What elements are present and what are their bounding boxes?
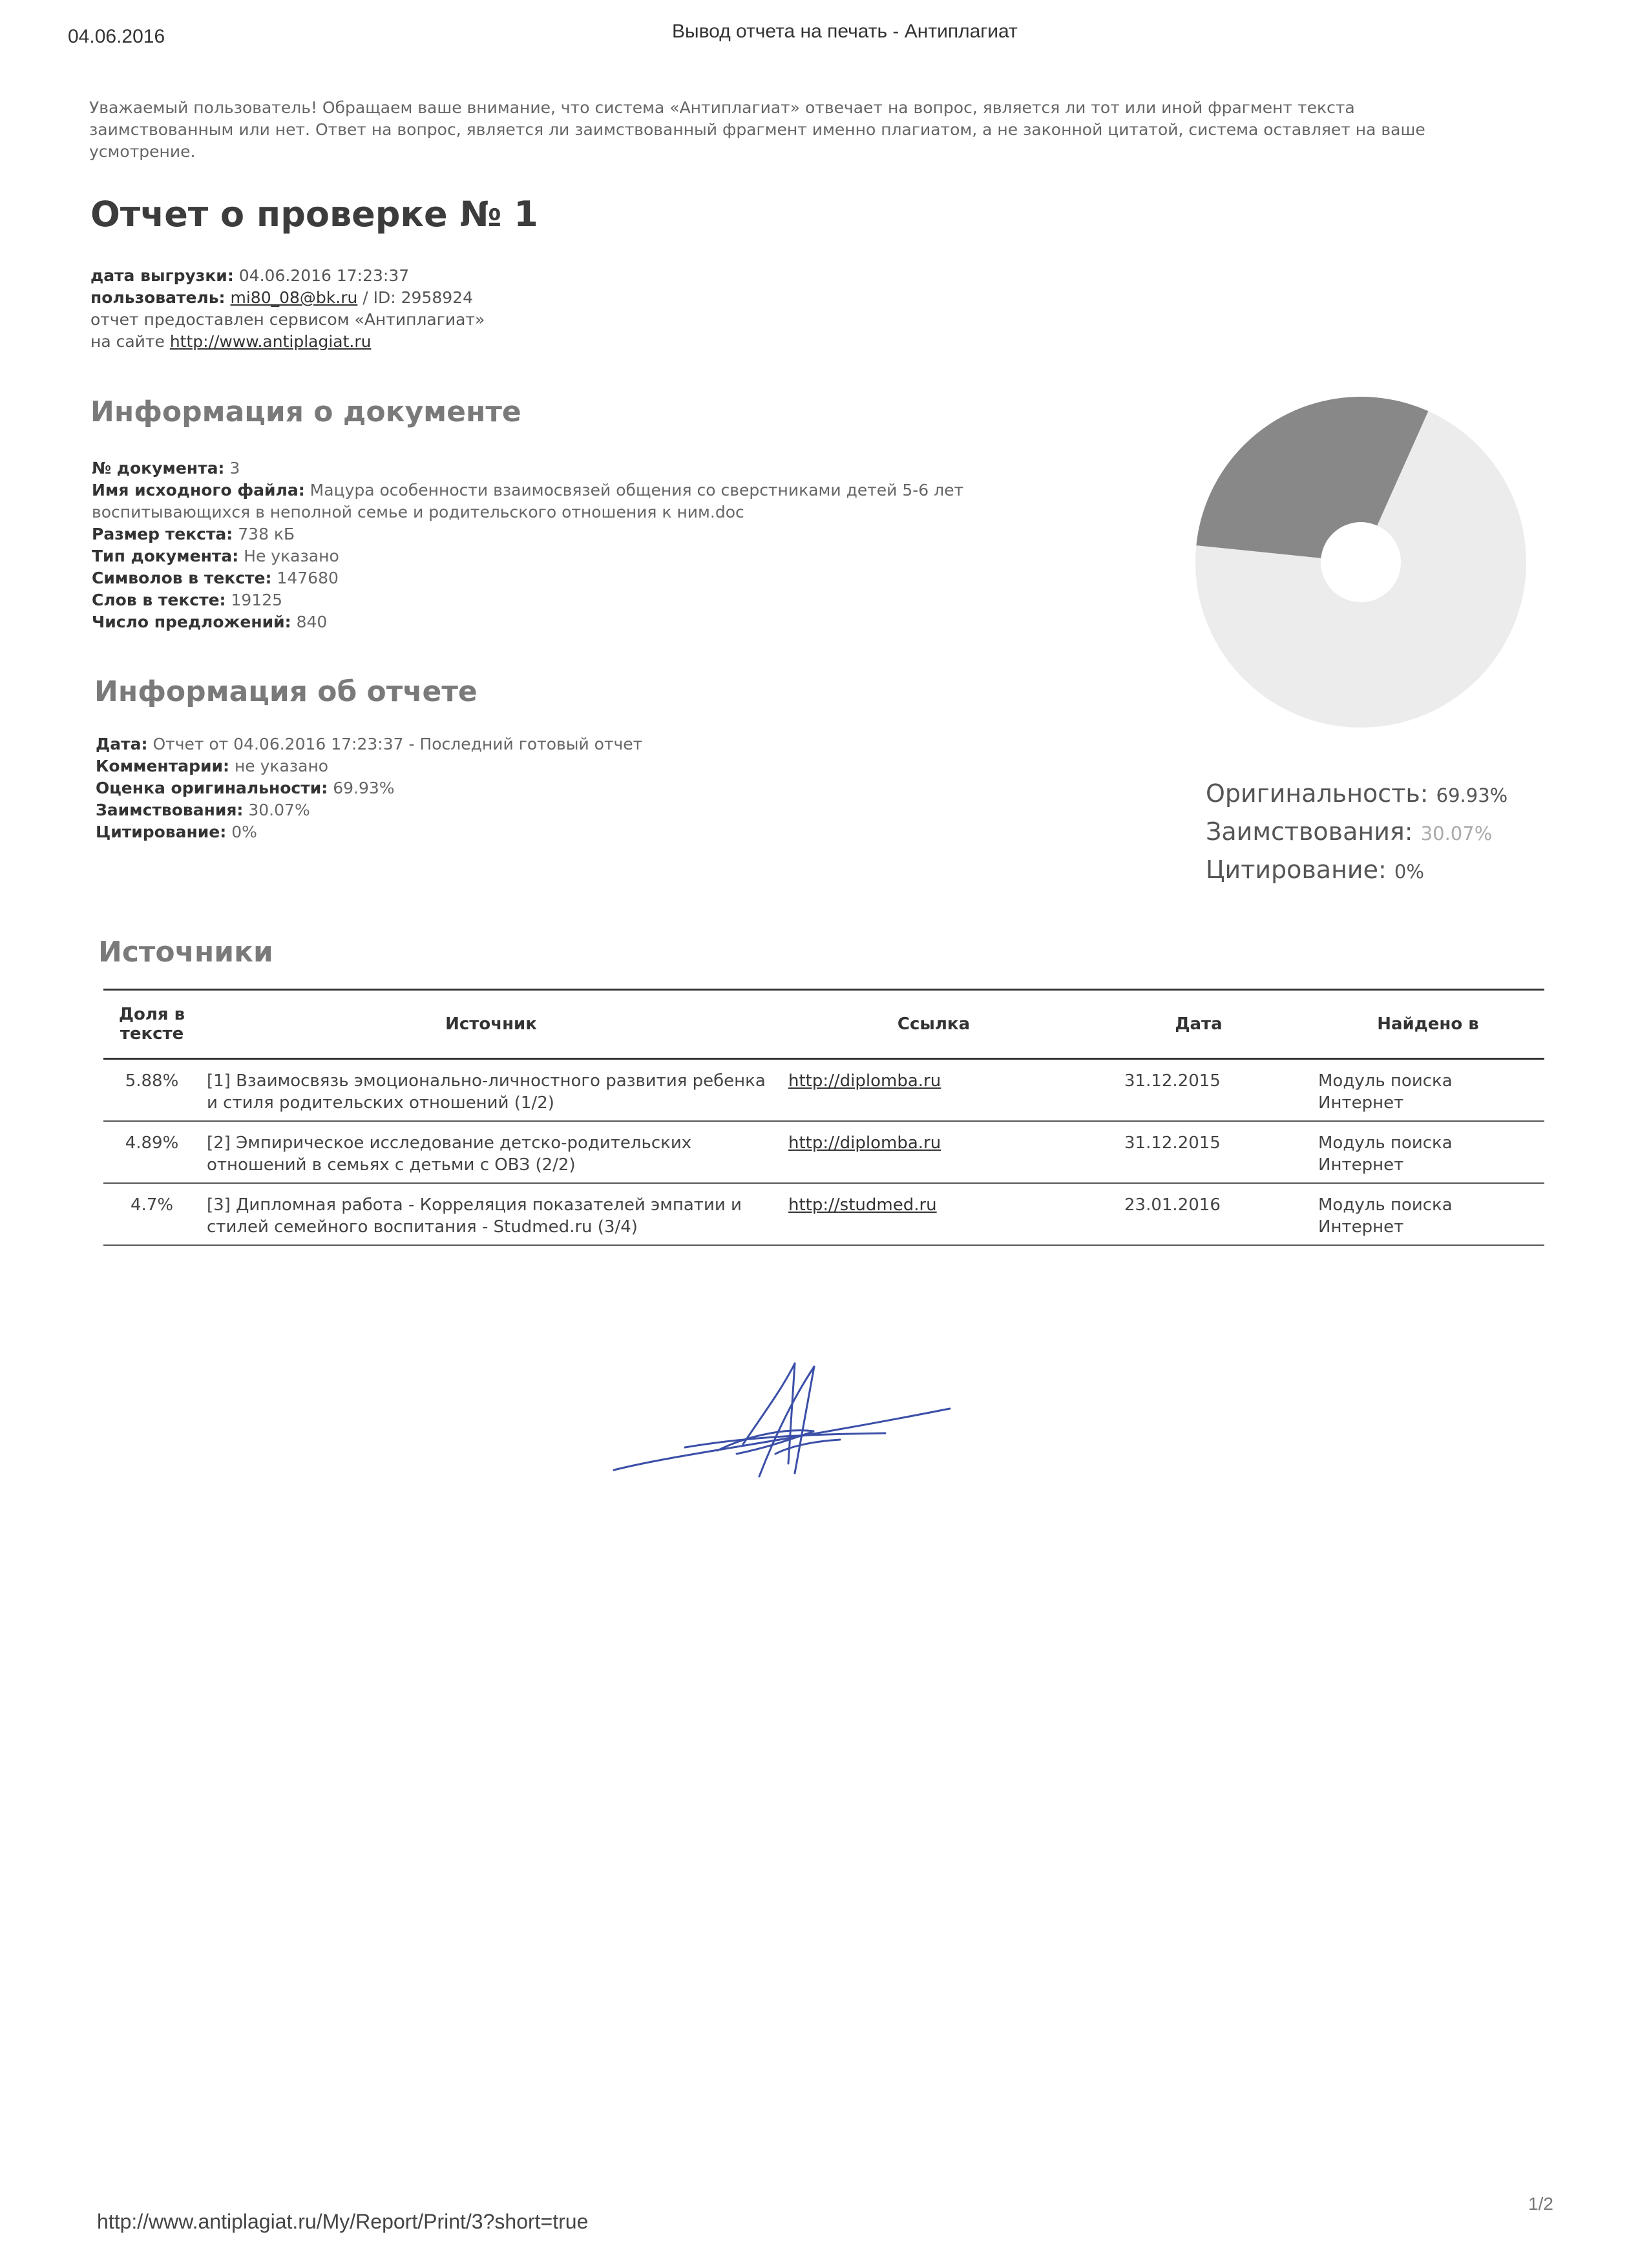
notice-text: Уважаемый пользователь! Обращаем ваше внимание, что система «Антиплагиат» отвечает на вопрос, является ли тот или иной фрагмент текста заимствованным или нет. Ответ на вопрос, является ли заимствованный фрагмент именно плагиатом, а не законной цитатой, система оставляет на ваше усмотрение. xyxy=(89,98,1425,161)
doc-info-value: 840 xyxy=(296,613,328,631)
doc-info-row xyxy=(92,457,1048,479)
source-date: 31.12.2015 xyxy=(1124,1133,1221,1153)
doc-info-value: 19125 xyxy=(231,591,283,609)
doc-info-label: Символов в тексте: xyxy=(92,569,272,587)
report-info-row xyxy=(96,755,1000,777)
source-share: 4.89% xyxy=(125,1133,179,1153)
print-title: Вывод отчета на печать - Антиплагиат xyxy=(672,21,1018,42)
doc-info-row xyxy=(92,523,1048,545)
doc-info-label: Тип документа: xyxy=(92,547,239,565)
doc-info-row xyxy=(92,567,1048,589)
source-link-cell xyxy=(782,1121,1086,1183)
doc-info-value: Не указано xyxy=(244,547,339,565)
legend-label: Заимствования: xyxy=(1206,817,1413,846)
sources-header-row xyxy=(103,990,1544,1059)
source-link-cell xyxy=(782,1183,1086,1245)
source-found-in-cell xyxy=(1312,1059,1544,1122)
doc-info-value: 147680 xyxy=(277,569,339,587)
source-link[interactable]: http://studmed.ru xyxy=(788,1195,937,1215)
col-date: Дата xyxy=(1086,990,1312,1059)
report-info-row xyxy=(96,799,1000,821)
page-number: 1/2 xyxy=(1528,2194,1553,2214)
doc-info-value: 3 xyxy=(229,459,240,478)
report-info-value: 30.07% xyxy=(248,801,310,819)
report-info-label: Комментарии: xyxy=(96,757,229,775)
doc-info-label: Слов в тексте: xyxy=(92,591,226,609)
legend-value: 0% xyxy=(1394,861,1424,883)
source-found-in-cell xyxy=(1312,1183,1544,1245)
source-found-in: Модуль поиска Интернет xyxy=(1318,1071,1453,1113)
doc-info-list xyxy=(92,457,1048,633)
doc-info-row xyxy=(92,545,1048,567)
report-info-list xyxy=(96,733,1000,843)
user-label: пользователь: xyxy=(90,288,226,307)
doc-info-label: Число предложений: xyxy=(92,613,291,631)
col-share: Доля в тексте xyxy=(103,990,200,1059)
site-link[interactable]: http://www.antiplagiat.ru xyxy=(169,332,372,351)
source-link-cell xyxy=(782,1059,1086,1122)
legend-item xyxy=(1206,814,1507,852)
source-title: [3] Дипломная работа - Корреляция показателей эмпатии и стилей семейного воспитания - Studmed.ru (3/4) xyxy=(207,1195,742,1237)
footer-url: http://www.antiplagiat.ru/My/Report/Print/3?short=true xyxy=(97,2210,589,2233)
col-found-in: Найдено в xyxy=(1312,990,1544,1059)
doc-info-heading: Информация о документе xyxy=(90,395,521,428)
source-date-cell xyxy=(1086,1059,1312,1122)
source-title: [1] Взаимосвязь эмоционально-личностного развития ребенка и стиля родительских отношений (1/2) xyxy=(207,1071,766,1113)
report-info-label: Дата: xyxy=(96,735,148,753)
service-line: отчет предоставлен сервисом «Антиплагиат» xyxy=(90,310,485,329)
report-info-value: 69.93% xyxy=(333,779,395,797)
pie-center-hole xyxy=(1321,522,1401,602)
doc-info-label: Размер текста: xyxy=(92,525,233,543)
doc-info-value: Мацура особенности взаимосвязей общения со сверстниками детей 5-6 лет воспитывающихся в неполной семье и родительского отношения к ним.doc xyxy=(92,481,964,521)
report-info-label: Оценка оригинальности: xyxy=(96,779,328,797)
table-row xyxy=(103,1121,1544,1183)
report-info-label: Заимствования: xyxy=(96,801,244,819)
table-row xyxy=(103,1059,1544,1122)
source-share: 5.88% xyxy=(125,1071,179,1091)
user-id: / ID: 2958924 xyxy=(362,288,473,307)
legend-label: Цитирование: xyxy=(1206,856,1387,884)
source-link[interactable]: http://diplomba.ru xyxy=(788,1071,941,1091)
source-share-cell xyxy=(103,1121,200,1183)
report-info-row xyxy=(96,777,1000,799)
sources-heading: Источники xyxy=(98,936,273,969)
doc-info-value: 738 кБ xyxy=(238,525,295,543)
report-meta xyxy=(90,265,485,353)
source-date-cell xyxy=(1086,1183,1312,1245)
col-source: Источник xyxy=(200,990,782,1059)
user-email-link[interactable]: mi80_08@bk.ru xyxy=(230,288,358,307)
legend-item xyxy=(1206,852,1507,890)
report-info-row xyxy=(96,821,1000,843)
signature xyxy=(601,1357,963,1486)
source-share: 4.7% xyxy=(130,1195,174,1215)
source-found-in: Модуль поиска Интернет xyxy=(1318,1133,1453,1175)
sources-table xyxy=(103,989,1544,1246)
doc-info-label: Имя исходного файла: xyxy=(92,481,305,499)
report-title: Отчет о проверке № 1 xyxy=(90,194,538,235)
legend-value: 30.07% xyxy=(1420,823,1493,845)
report-info-value: не указано xyxy=(234,757,329,775)
source-title: [2] Эмпирическое исследование детско-родительских отношений в семьях с детьми с ОВЗ (2/2) xyxy=(207,1133,692,1175)
report-info-label: Цитирование: xyxy=(96,823,227,841)
originality-pie-chart xyxy=(1186,388,1535,737)
doc-info-row xyxy=(92,589,1048,611)
source-found-in: Модуль поиска Интернет xyxy=(1318,1195,1453,1237)
report-info-value: 0% xyxy=(231,823,257,841)
table-row xyxy=(103,1183,1544,1245)
print-date: 04.06.2016 xyxy=(68,26,165,47)
doc-info-label: № документа: xyxy=(92,459,225,478)
doc-info-row xyxy=(92,611,1048,633)
legend-item xyxy=(1206,775,1507,814)
source-date: 23.01.2016 xyxy=(1124,1195,1221,1215)
source-found-in-cell xyxy=(1312,1121,1544,1183)
source-share-cell xyxy=(103,1183,200,1245)
report-info-heading: Информация об отчете xyxy=(94,675,478,708)
source-share-cell xyxy=(103,1059,200,1122)
export-date-value: 04.06.2016 17:23:37 xyxy=(238,266,410,285)
source-title-cell xyxy=(200,1183,782,1245)
chart-legend xyxy=(1206,775,1507,890)
doc-info-row xyxy=(92,479,1048,523)
legend-value: 69.93% xyxy=(1436,784,1508,806)
source-date: 31.12.2015 xyxy=(1124,1071,1221,1091)
site-prefix: на сайте xyxy=(90,332,165,351)
source-title-cell xyxy=(200,1121,782,1183)
source-date-cell xyxy=(1086,1121,1312,1183)
legend-label: Оригинальность: xyxy=(1206,779,1429,808)
source-title-cell xyxy=(200,1059,782,1122)
col-link: Ссылка xyxy=(782,990,1086,1059)
export-date-label: дата выгрузки: xyxy=(90,266,234,285)
report-info-row xyxy=(96,733,1000,755)
report-info-value: Отчет от 04.06.2016 17:23:37 - Последний готовый отчет xyxy=(152,735,643,753)
source-link[interactable]: http://diplomba.ru xyxy=(788,1133,941,1153)
